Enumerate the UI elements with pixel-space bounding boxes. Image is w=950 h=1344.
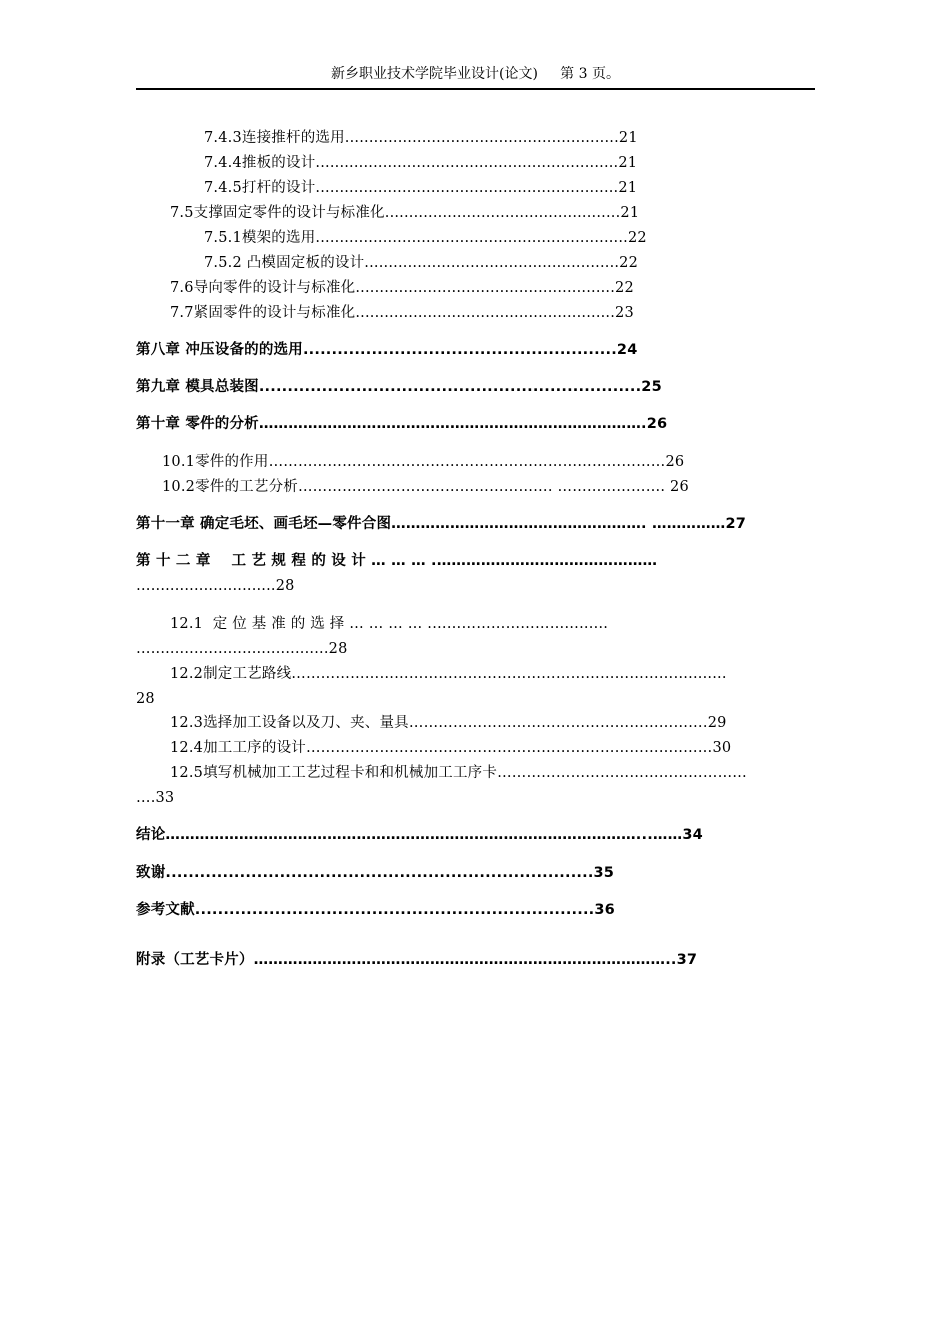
toc-chapter-12[interactable]: 第 十 二 章 工 艺 规 程 的 设 计 … … … .……………………………………… bbox=[136, 553, 658, 569]
toc-chapter-10[interactable]: 第十章 零件的分析…………………………………………………………………….26 bbox=[136, 416, 668, 432]
toc-entry-7-7[interactable]: 7.7紧固零件的设计与标准化......................................................23 bbox=[170, 305, 634, 321]
toc-entry-12-3[interactable]: 12.3选择加工设备以及刀、夹、量具…………………………………………………….29 bbox=[170, 715, 727, 731]
toc-conclusion[interactable]: 结论……………………………………………………………………………………...……34 bbox=[136, 827, 703, 843]
toc-entry-12-1[interactable]: 12.1 定 位 基 准 的 选 择 … … … … .…………………………...… bbox=[170, 616, 609, 632]
toc-entry-12-4[interactable]: 12.4加工工序的设计…………………………………………………………………..……30 bbox=[170, 740, 732, 756]
toc-chapter-9[interactable]: 第九章 模具总装图...................................................................25 bbox=[136, 379, 662, 395]
toc-entry-7-4-4[interactable]: 7.4.4推板的设计...............................................................21 bbox=[204, 155, 638, 171]
toc-appendix[interactable]: 附录（工艺卡片）…………………………………………………………………………..37 bbox=[136, 952, 698, 968]
toc-entry-12-2[interactable]: 12.2制定工艺路线………………………………………………………………………........ bbox=[170, 666, 727, 682]
toc-entry-10-1[interactable]: 10.1零件的作用………………………………………………………………………26 bbox=[162, 454, 685, 470]
toc-entry-7-5[interactable]: 7.5支撑固定零件的设计与标准化.................................................21 bbox=[170, 205, 640, 221]
toc-acknowledgements[interactable]: 致谢...........................................................................35 bbox=[136, 865, 615, 881]
toc-entry-12-1-page: ….....................................28 bbox=[136, 641, 348, 657]
toc-entry-7-5-2[interactable]: 7.5.2 凸模固定板的设计.....................................................22 bbox=[204, 255, 639, 271]
toc-entry-7-5-1[interactable]: 7.5.1模架的选用.................................................................22 bbox=[204, 230, 647, 246]
toc-entry-12-5[interactable]: 12.5填写机械加工工艺过程卡和和机械加工工序卡…………………………………………… bbox=[170, 765, 747, 781]
toc-references[interactable]: 参考文献......................................................................36 bbox=[136, 902, 615, 918]
toc-entry-12-2-page: 28 bbox=[136, 691, 155, 707]
toc-entry-12-5-page: ….33 bbox=[136, 790, 175, 806]
toc-entry-10-2[interactable]: 10.2零件的工艺分析……………………………………………. …………………. 26 bbox=[162, 479, 689, 495]
toc-chapter-12-page: …..........................28 bbox=[136, 578, 295, 594]
toc-entry-7-6[interactable]: 7.6导向零件的设计与标准化......................................................22 bbox=[170, 280, 634, 296]
toc-chapter-11[interactable]: 第十一章 确定毛坯、画毛坯—零件合图……………………………………………. ……………27 bbox=[136, 516, 747, 532]
toc-entry-7-4-5[interactable]: 7.4.5打杆的设计...............................................................21 bbox=[204, 180, 638, 196]
toc-entry-7-4-3[interactable]: 7.4.3连接推杆的选用.........................................................21 bbox=[204, 130, 638, 146]
page-header: 新乡职业技术学院毕业设计(论文) 第 3 页。 bbox=[136, 60, 815, 90]
toc-chapter-8[interactable]: 第八章 冲压设备的的选用.......................................................24 bbox=[136, 342, 638, 358]
